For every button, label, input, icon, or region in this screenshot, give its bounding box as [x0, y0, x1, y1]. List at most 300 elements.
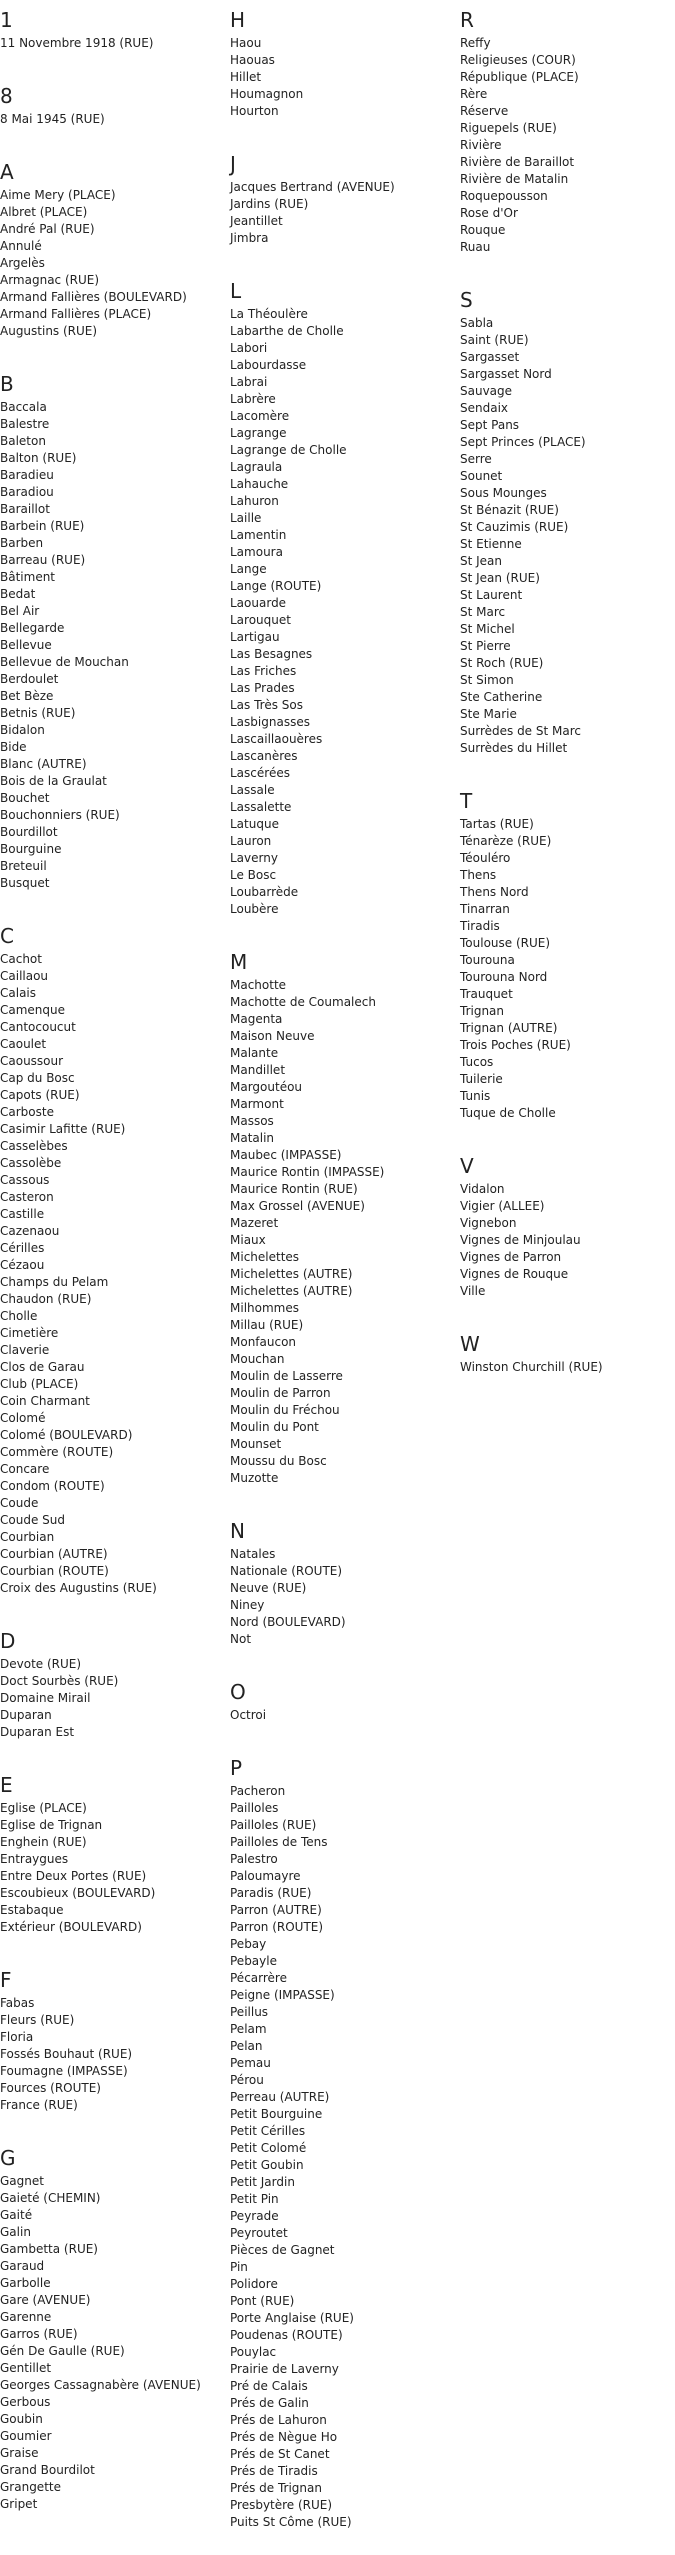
- street-link[interactable]: Octroi: [230, 1708, 267, 1722]
- street-link[interactable]: Vigier (ALLEE): [460, 1199, 545, 1213]
- street-link[interactable]: Domaine Mirail: [0, 1691, 91, 1705]
- street-link[interactable]: Tunis: [460, 1089, 491, 1103]
- street-link[interactable]: Colomé (BOULEVARD): [0, 1428, 133, 1442]
- street-link[interactable]: Peillus: [230, 2005, 269, 2019]
- street-link[interactable]: Sargasset: [460, 350, 520, 364]
- street-link[interactable]: Petit Bourguine: [230, 2107, 323, 2121]
- street-link[interactable]: Gén De Gaulle (RUE): [0, 2344, 125, 2358]
- street-link[interactable]: Moulin du Pont: [230, 1420, 319, 1434]
- street-link[interactable]: Pemau: [230, 2056, 271, 2070]
- street-link[interactable]: Armand Fallières (BOULEVARD): [0, 290, 187, 304]
- street-link[interactable]: Maurice Rontin (RUE): [230, 1182, 358, 1196]
- street-link[interactable]: St Michel: [460, 622, 515, 636]
- street-link[interactable]: Cérilles: [0, 1241, 45, 1255]
- street-link[interactable]: Pailloles: [230, 1801, 279, 1815]
- street-link[interactable]: Ville: [460, 1284, 486, 1298]
- street-link[interactable]: Labrère: [230, 392, 276, 406]
- street-link[interactable]: Goubin: [0, 2412, 43, 2426]
- street-link[interactable]: France (RUE): [0, 2098, 78, 2112]
- street-link[interactable]: Haou: [230, 36, 262, 50]
- street-link[interactable]: Cantocoucut: [0, 1020, 76, 1034]
- street-link[interactable]: Lagraula: [230, 460, 283, 474]
- street-link[interactable]: Paradis (RUE): [230, 1886, 312, 1900]
- street-link[interactable]: Bel Air: [0, 604, 40, 618]
- street-link[interactable]: Lahuron: [230, 494, 279, 508]
- street-link[interactable]: Maison Neuve: [230, 1029, 315, 1043]
- street-link[interactable]: Petit Jardin: [230, 2175, 295, 2189]
- street-link[interactable]: Enghein (RUE): [0, 1835, 87, 1849]
- street-link[interactable]: Maubec (IMPASSE): [230, 1148, 342, 1162]
- street-link[interactable]: Reffy: [460, 36, 491, 50]
- street-link[interactable]: Parron (ROUTE): [230, 1920, 324, 1934]
- street-link[interactable]: Hillet: [230, 70, 262, 84]
- street-link[interactable]: Capots (RUE): [0, 1088, 80, 1102]
- street-link[interactable]: Cachot: [0, 952, 42, 966]
- street-link[interactable]: St Pierre: [460, 639, 511, 653]
- street-link[interactable]: 11 Novembre 1918 (RUE): [0, 36, 154, 50]
- street-link[interactable]: Rivière: [460, 138, 502, 152]
- street-link[interactable]: Bellegarde: [0, 621, 65, 635]
- street-link[interactable]: Laverny: [230, 851, 278, 865]
- street-link[interactable]: Georges Cassagnabère (AVENUE): [0, 2378, 201, 2392]
- street-link[interactable]: Galin: [0, 2225, 31, 2239]
- street-link[interactable]: Coin Charmant: [0, 1394, 90, 1408]
- street-link[interactable]: Cimetière: [0, 1326, 59, 1340]
- street-link[interactable]: Prés de Galin: [230, 2396, 309, 2410]
- street-link[interactable]: Mandillet: [230, 1063, 286, 1077]
- street-link[interactable]: Trois Poches (RUE): [460, 1038, 571, 1052]
- street-link[interactable]: Betnis (RUE): [0, 706, 76, 720]
- street-link[interactable]: Fabas: [0, 1996, 35, 2010]
- street-link[interactable]: Casteron: [0, 1190, 54, 1204]
- street-link[interactable]: Roquepousson: [460, 189, 548, 203]
- street-link[interactable]: Not: [230, 1632, 252, 1646]
- street-link[interactable]: Michelettes (AUTRE): [230, 1284, 353, 1298]
- street-link[interactable]: Loubère: [230, 902, 279, 916]
- street-link[interactable]: Niney: [230, 1598, 265, 1612]
- street-link[interactable]: Surrèdes de St Marc: [460, 724, 581, 738]
- street-link[interactable]: Margoutéou: [230, 1080, 303, 1094]
- street-link[interactable]: Surrèdes du Hillet: [460, 741, 568, 755]
- street-link[interactable]: Balton (RUE): [0, 451, 77, 465]
- street-link[interactable]: Trauquet: [460, 987, 513, 1001]
- street-link[interactable]: Bouchet: [0, 791, 50, 805]
- street-link[interactable]: Bedat: [0, 587, 36, 601]
- street-link[interactable]: Palestro: [230, 1852, 278, 1866]
- street-link[interactable]: Entre Deux Portes (RUE): [0, 1869, 147, 1883]
- street-link[interactable]: Bouchonniers (RUE): [0, 808, 120, 822]
- street-link[interactable]: Goumier: [0, 2429, 52, 2443]
- street-link[interactable]: Sargasset Nord: [460, 367, 552, 381]
- street-link[interactable]: Entraygues: [0, 1852, 69, 1866]
- street-link[interactable]: Lange: [230, 562, 267, 576]
- street-link[interactable]: St Jean: [460, 554, 503, 568]
- street-link[interactable]: Labrai: [230, 375, 268, 389]
- street-link[interactable]: Las Prades: [230, 681, 295, 695]
- street-link[interactable]: Peigne (IMPASSE): [230, 1988, 335, 2002]
- street-link[interactable]: Gentillet: [0, 2361, 52, 2375]
- street-link[interactable]: Religieuses (COUR): [460, 53, 576, 67]
- street-link[interactable]: Porte Anglaise (RUE): [230, 2311, 354, 2325]
- street-link[interactable]: Monfaucon: [230, 1335, 297, 1349]
- street-link[interactable]: Tinarran: [460, 902, 510, 916]
- street-link[interactable]: Lacomère: [230, 409, 290, 423]
- street-link[interactable]: Lauron: [230, 834, 272, 848]
- street-link[interactable]: Michelettes (AUTRE): [230, 1267, 353, 1281]
- street-link[interactable]: St Etienne: [460, 537, 522, 551]
- street-link[interactable]: Labourdasse: [230, 358, 307, 372]
- street-link[interactable]: Gerbous: [0, 2395, 51, 2409]
- street-link[interactable]: Cassolèbe: [0, 1156, 62, 1170]
- street-link[interactable]: Petit Pin: [230, 2192, 279, 2206]
- street-link[interactable]: Sendaix: [460, 401, 509, 415]
- street-link[interactable]: Saint (RUE): [460, 333, 529, 347]
- street-link[interactable]: Pailloles (RUE): [230, 1818, 317, 1832]
- street-link[interactable]: St Jean (RUE): [460, 571, 540, 585]
- street-link[interactable]: Caoulet: [0, 1037, 47, 1051]
- street-link[interactable]: Laille: [230, 511, 262, 525]
- street-link[interactable]: Ste Marie: [460, 707, 517, 721]
- street-link[interactable]: Bidalon: [0, 723, 45, 737]
- street-link[interactable]: Gaité: [0, 2208, 33, 2222]
- street-link[interactable]: Bide: [0, 740, 27, 754]
- street-link[interactable]: Machotte: [230, 978, 287, 992]
- street-link[interactable]: Caillaou: [0, 969, 49, 983]
- street-link[interactable]: Las Besagnes: [230, 647, 313, 661]
- street-link[interactable]: Baradiou: [0, 485, 54, 499]
- street-link[interactable]: Parron (AUTRE): [230, 1903, 322, 1917]
- street-link[interactable]: Garros (RUE): [0, 2327, 78, 2341]
- street-link[interactable]: Miaux: [230, 1233, 266, 1247]
- street-link[interactable]: Garaud: [0, 2259, 45, 2273]
- street-link[interactable]: Clos de Garau: [0, 1360, 85, 1374]
- street-link[interactable]: Petit Goubin: [230, 2158, 304, 2172]
- street-link[interactable]: Pécarrère: [230, 1971, 287, 1985]
- street-link[interactable]: Poudenas (ROUTE): [230, 2328, 343, 2342]
- street-link[interactable]: St Bénazit (RUE): [460, 503, 559, 517]
- street-link[interactable]: Prés de Lahuron: [230, 2413, 327, 2427]
- street-link[interactable]: Coude Sud: [0, 1513, 65, 1527]
- street-link[interactable]: Devote (RUE): [0, 1657, 82, 1671]
- street-link[interactable]: Loubarrède: [230, 885, 299, 899]
- street-link[interactable]: Perreau (AUTRE): [230, 2090, 330, 2104]
- street-link[interactable]: Michelettes: [230, 1250, 300, 1264]
- street-link[interactable]: Serre: [460, 452, 492, 466]
- street-link[interactable]: Cassous: [0, 1173, 50, 1187]
- street-link[interactable]: Rivière de Baraillot: [460, 155, 575, 169]
- street-link[interactable]: Prairie de Laverny: [230, 2362, 339, 2376]
- street-link[interactable]: Mounset: [230, 1437, 282, 1451]
- street-link[interactable]: Baraillot: [0, 502, 50, 516]
- street-link[interactable]: Courbian (ROUTE): [0, 1564, 109, 1578]
- street-link[interactable]: Courbian: [0, 1530, 55, 1544]
- street-link[interactable]: Fources (ROUTE): [0, 2081, 101, 2095]
- street-link[interactable]: Lange (ROUTE): [230, 579, 322, 593]
- street-link[interactable]: Rouque: [460, 223, 506, 237]
- street-link[interactable]: Gambetta (RUE): [0, 2242, 98, 2256]
- street-link[interactable]: Milhommes: [230, 1301, 299, 1315]
- street-link[interactable]: St Laurent: [460, 588, 523, 602]
- street-link[interactable]: Pebayle: [230, 1954, 277, 1968]
- street-link[interactable]: Prés de Tiradis: [230, 2464, 318, 2478]
- street-link[interactable]: Blanc (AUTRE): [0, 757, 87, 771]
- street-link[interactable]: Jacques Bertrand (AVENUE): [230, 180, 395, 194]
- street-link[interactable]: Muzotte: [230, 1471, 279, 1485]
- street-link[interactable]: Floria: [0, 2030, 34, 2044]
- street-link[interactable]: Matalin: [230, 1131, 275, 1145]
- street-link[interactable]: Lamoura: [230, 545, 283, 559]
- street-link[interactable]: Baccala: [0, 400, 47, 414]
- street-link[interactable]: Lasbignasses: [230, 715, 310, 729]
- street-link[interactable]: Gare (AVENUE): [0, 2293, 91, 2307]
- street-link[interactable]: Sabla: [460, 316, 494, 330]
- street-link[interactable]: Bellevue de Mouchan: [0, 655, 129, 669]
- street-link[interactable]: St Roch (RUE): [460, 656, 544, 670]
- street-link[interactable]: Las Friches: [230, 664, 297, 678]
- street-link[interactable]: Sept Princes (PLACE): [460, 435, 586, 449]
- street-link[interactable]: Commère (ROUTE): [0, 1445, 114, 1459]
- street-link[interactable]: Caoussour: [0, 1054, 64, 1068]
- street-link[interactable]: Lartigau: [230, 630, 280, 644]
- street-link[interactable]: Trignan: [460, 1004, 505, 1018]
- street-link[interactable]: Malante: [230, 1046, 279, 1060]
- street-link[interactable]: Prés de Nègue Ho: [230, 2430, 338, 2444]
- street-link[interactable]: Escoubieux (BOULEVARD): [0, 1886, 156, 1900]
- street-link[interactable]: Fossés Bouhaut (RUE): [0, 2047, 133, 2061]
- street-link[interactable]: Petit Colomé: [230, 2141, 307, 2155]
- street-link[interactable]: Grand Bourdilot: [0, 2463, 95, 2477]
- street-link[interactable]: Jimbra: [230, 231, 269, 245]
- street-link[interactable]: Las Très Sos: [230, 698, 304, 712]
- street-link[interactable]: Peyrade: [230, 2209, 279, 2223]
- street-link[interactable]: Carboste: [0, 1105, 54, 1119]
- street-link[interactable]: Cézaou: [0, 1258, 45, 1272]
- street-link[interactable]: République (PLACE): [460, 70, 579, 84]
- street-link[interactable]: Annulé: [0, 239, 42, 253]
- street-link[interactable]: Cholle: [0, 1309, 38, 1323]
- street-link[interactable]: Croix des Augustins (RUE): [0, 1581, 157, 1595]
- street-link[interactable]: Le Bosc: [230, 868, 277, 882]
- street-link[interactable]: Augustins (RUE): [0, 324, 98, 338]
- street-link[interactable]: Massos: [230, 1114, 274, 1128]
- street-link[interactable]: Chaudon (RUE): [0, 1292, 92, 1306]
- street-link[interactable]: Maurice Rontin (IMPASSE): [230, 1165, 385, 1179]
- street-link[interactable]: Gagnet: [0, 2174, 44, 2188]
- street-link[interactable]: Cap du Bosc: [0, 1071, 75, 1085]
- street-link[interactable]: Ste Catherine: [460, 690, 543, 704]
- street-link[interactable]: Max Grossel (AVENUE): [230, 1199, 365, 1213]
- street-link[interactable]: Latuque: [230, 817, 279, 831]
- street-link[interactable]: Lagrange de Cholle: [230, 443, 347, 457]
- street-link[interactable]: Vidalon: [460, 1182, 505, 1196]
- street-link[interactable]: Bourguine: [0, 842, 62, 856]
- street-link[interactable]: Pouylac: [230, 2345, 277, 2359]
- street-link[interactable]: Eglise (PLACE): [0, 1801, 87, 1815]
- street-link[interactable]: Argelès: [0, 256, 45, 270]
- street-link[interactable]: Grangette: [0, 2480, 61, 2494]
- street-link[interactable]: Vignes de Minjoulau: [460, 1233, 581, 1247]
- street-link[interactable]: Pièces de Gagnet: [230, 2243, 335, 2257]
- street-link[interactable]: Vignes de Rouque: [460, 1267, 569, 1281]
- street-link[interactable]: Lamentin: [230, 528, 287, 542]
- street-link[interactable]: Téouléro: [460, 851, 511, 865]
- street-link[interactable]: Duparan: [0, 1708, 52, 1722]
- street-link[interactable]: Petit Cérilles: [230, 2124, 306, 2138]
- street-link[interactable]: Houmagnon: [230, 87, 304, 101]
- street-link[interactable]: Garbolle: [0, 2276, 51, 2290]
- street-link[interactable]: Castille: [0, 1207, 45, 1221]
- street-link[interactable]: Vignes de Parron: [460, 1250, 562, 1264]
- street-link[interactable]: Moulin de Lasserre: [230, 1369, 343, 1383]
- street-link[interactable]: Tuque de Cholle: [460, 1106, 556, 1120]
- street-link[interactable]: Champs du Pelam: [0, 1275, 109, 1289]
- street-link[interactable]: Polidore: [230, 2277, 278, 2291]
- street-link[interactable]: Duparan Est: [0, 1725, 75, 1739]
- street-link[interactable]: André Pal (RUE): [0, 222, 95, 236]
- street-link[interactable]: Bet Bèze: [0, 689, 54, 703]
- street-link[interactable]: Thens: [460, 868, 497, 882]
- street-link[interactable]: Paloumayre: [230, 1869, 301, 1883]
- street-link[interactable]: Baleton: [0, 434, 46, 448]
- street-link[interactable]: St Simon: [460, 673, 514, 687]
- street-link[interactable]: Pérou: [230, 2073, 264, 2087]
- street-link[interactable]: Pont (RUE): [230, 2294, 295, 2308]
- street-link[interactable]: Lagrange: [230, 426, 287, 440]
- street-link[interactable]: Lascaillaouères: [230, 732, 323, 746]
- street-link[interactable]: Pelan: [230, 2039, 263, 2053]
- street-link[interactable]: Bourdillot: [0, 825, 58, 839]
- street-link[interactable]: Sounet: [460, 469, 503, 483]
- street-link[interactable]: Tourouna Nord: [460, 970, 548, 984]
- street-link[interactable]: Sauvage: [460, 384, 513, 398]
- street-link[interactable]: Thens Nord: [460, 885, 529, 899]
- street-link[interactable]: Neuve (RUE): [230, 1581, 307, 1595]
- street-link[interactable]: Claverie: [0, 1343, 50, 1357]
- street-link[interactable]: Graise: [0, 2446, 39, 2460]
- street-link[interactable]: Tiradis: [460, 919, 500, 933]
- street-link[interactable]: Cazenaou: [0, 1224, 60, 1238]
- street-link[interactable]: Labarthe de Cholle: [230, 324, 344, 338]
- street-link[interactable]: Armand Fallières (PLACE): [0, 307, 152, 321]
- street-link[interactable]: Mazeret: [230, 1216, 279, 1230]
- street-link[interactable]: Courbian (AUTRE): [0, 1547, 108, 1561]
- street-link[interactable]: Laouarde: [230, 596, 287, 610]
- street-link[interactable]: Millau (RUE): [230, 1318, 304, 1332]
- street-link[interactable]: Pacheron: [230, 1784, 286, 1798]
- street-link[interactable]: Moulin de Parron: [230, 1386, 331, 1400]
- street-link[interactable]: Réserve: [460, 104, 509, 118]
- street-link[interactable]: Nationale (ROUTE): [230, 1564, 343, 1578]
- street-link[interactable]: Ténarèze (RUE): [460, 834, 552, 848]
- street-link[interactable]: Club (PLACE): [0, 1377, 79, 1391]
- street-link[interactable]: Gripet: [0, 2497, 38, 2511]
- street-link[interactable]: Sept Pans: [460, 418, 520, 432]
- street-link[interactable]: Armagnac (RUE): [0, 273, 100, 287]
- street-link[interactable]: Vignebon: [460, 1216, 517, 1230]
- street-link[interactable]: Sous Mounges: [460, 486, 547, 500]
- street-link[interactable]: Camenque: [0, 1003, 66, 1017]
- street-link[interactable]: Albret (PLACE): [0, 205, 88, 219]
- street-link[interactable]: Barreau (RUE): [0, 553, 86, 567]
- street-link[interactable]: Puits St Côme (RUE): [230, 2515, 352, 2529]
- street-link[interactable]: St Cauzimis (RUE): [460, 520, 569, 534]
- street-link[interactable]: Labori: [230, 341, 268, 355]
- street-link[interactable]: Presbytère (RUE): [230, 2498, 333, 2512]
- street-link[interactable]: Mouchan: [230, 1352, 285, 1366]
- street-link[interactable]: Busquet: [0, 876, 50, 890]
- street-link[interactable]: Rère: [460, 87, 488, 101]
- street-link[interactable]: Magenta: [230, 1012, 283, 1026]
- street-link[interactable]: Jeantillet: [230, 214, 283, 228]
- street-link[interactable]: Lascanères: [230, 749, 298, 763]
- street-link[interactable]: Pebay: [230, 1937, 267, 1951]
- street-link[interactable]: Pailloles de Tens: [230, 1835, 328, 1849]
- street-link[interactable]: St Marc: [460, 605, 506, 619]
- street-link[interactable]: Tucos: [460, 1055, 494, 1069]
- street-link[interactable]: Lassale: [230, 783, 275, 797]
- street-link[interactable]: Casselèbes: [0, 1139, 68, 1153]
- street-link[interactable]: Concare: [0, 1462, 50, 1476]
- street-link[interactable]: Toulouse (RUE): [460, 936, 551, 950]
- street-link[interactable]: Rose d'Or: [460, 206, 518, 220]
- street-link[interactable]: Moulin du Fréchou: [230, 1403, 340, 1417]
- street-link[interactable]: Rivière de Matalin: [460, 172, 569, 186]
- street-link[interactable]: Peyroutet: [230, 2226, 288, 2240]
- street-link[interactable]: Bâtiment: [0, 570, 56, 584]
- street-link[interactable]: Riguepels (RUE): [460, 121, 557, 135]
- street-link[interactable]: Haouas: [230, 53, 275, 67]
- street-link[interactable]: Breteuil: [0, 859, 47, 873]
- street-link[interactable]: Tartas (RUE): [460, 817, 534, 831]
- street-link[interactable]: Balestre: [0, 417, 50, 431]
- street-link[interactable]: Bellevue: [0, 638, 52, 652]
- street-link[interactable]: Trignan (AUTRE): [460, 1021, 558, 1035]
- street-link[interactable]: Pelam: [230, 2022, 267, 2036]
- street-link[interactable]: Larouquet: [230, 613, 291, 627]
- street-link[interactable]: Lahauche: [230, 477, 289, 491]
- street-link[interactable]: 8 Mai 1945 (RUE): [0, 112, 105, 126]
- street-link[interactable]: Tuilerie: [460, 1072, 503, 1086]
- street-link[interactable]: La Théoulère: [230, 307, 308, 321]
- street-link[interactable]: Machotte de Coumalech: [230, 995, 376, 1009]
- street-link[interactable]: Barben: [0, 536, 44, 550]
- street-link[interactable]: Natales: [230, 1547, 276, 1561]
- street-link[interactable]: Garenne: [0, 2310, 52, 2324]
- street-link[interactable]: Coude: [0, 1496, 39, 1510]
- street-link[interactable]: Prés de Trignan: [230, 2481, 322, 2495]
- street-link[interactable]: Bois de la Graulat: [0, 774, 107, 788]
- street-link[interactable]: Winston Churchill (RUE): [460, 1360, 603, 1374]
- street-link[interactable]: Foumagne (IMPASSE): [0, 2064, 128, 2078]
- street-link[interactable]: Lascérées: [230, 766, 290, 780]
- street-link[interactable]: Nord (BOULEVARD): [230, 1615, 346, 1629]
- street-link[interactable]: Barbein (RUE): [0, 519, 85, 533]
- street-link[interactable]: Pré de Calais: [230, 2379, 308, 2393]
- street-link[interactable]: Condom (ROUTE): [0, 1479, 105, 1493]
- street-link[interactable]: Gaieté (CHEMIN): [0, 2191, 101, 2205]
- street-link[interactable]: Aime Mery (PLACE): [0, 188, 116, 202]
- street-link[interactable]: Lassalette: [230, 800, 292, 814]
- street-link[interactable]: Prés de St Canet: [230, 2447, 330, 2461]
- street-link[interactable]: Eglise de Trignan: [0, 1818, 103, 1832]
- street-link[interactable]: Berdoulet: [0, 672, 59, 686]
- street-link[interactable]: Extérieur (BOULEVARD): [0, 1920, 142, 1934]
- street-link[interactable]: Estabaque: [0, 1903, 64, 1917]
- street-link[interactable]: Calais: [0, 986, 37, 1000]
- street-link[interactable]: Fleurs (RUE): [0, 2013, 75, 2027]
- street-link[interactable]: Moussu du Bosc: [230, 1454, 327, 1468]
- street-link[interactable]: Hourton: [230, 104, 279, 118]
